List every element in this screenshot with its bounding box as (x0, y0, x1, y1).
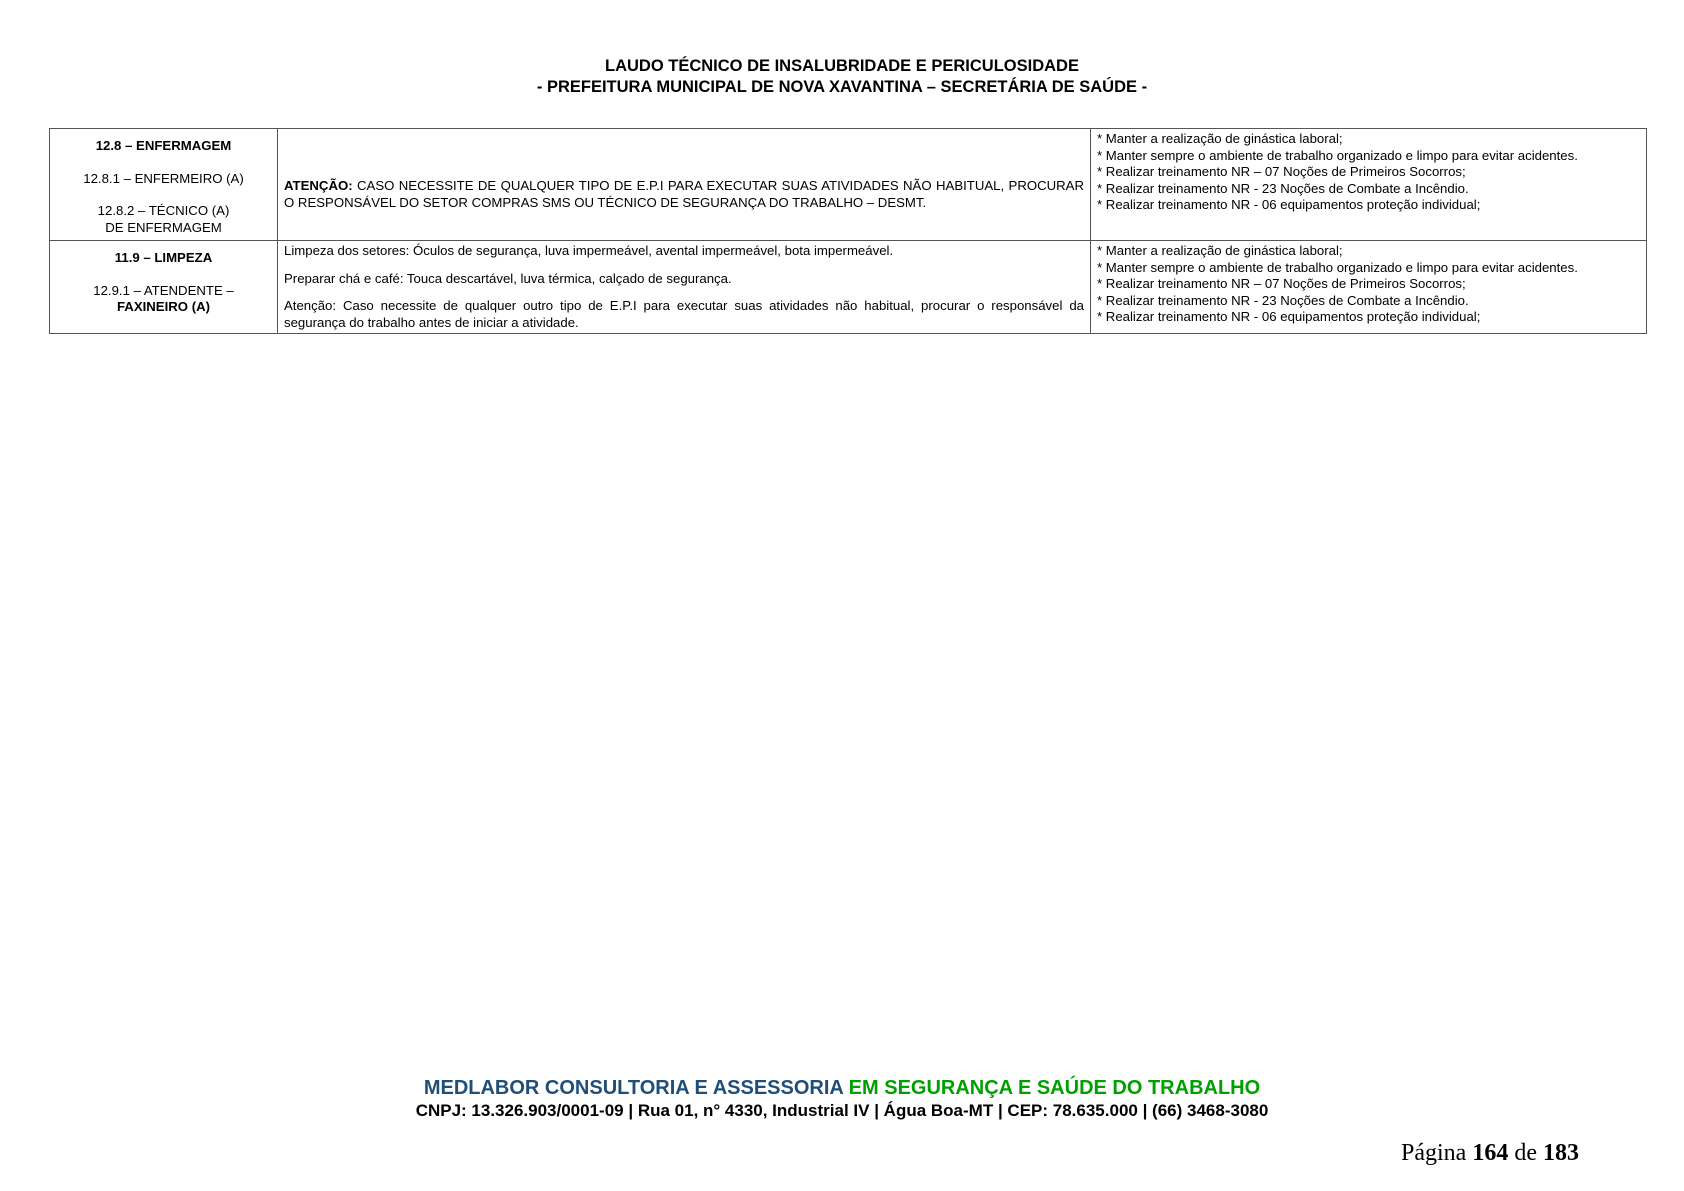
recommendations-list (1097, 131, 1640, 214)
document-footer (0, 1076, 1684, 1122)
company-name-green: EM SEGURANÇA E SAÚDE DO TRABALHO (848, 1077, 1261, 1099)
epi-paragraph: Atenção: Caso necessite de qualquer outro tipo de E.P.I para executar suas atividades não habitual, procurar o responsável da segurança do trabalho antes de iniciar a atividade. (284, 298, 1084, 330)
list-item: * Realizar treinamento NR - 23 Noções de Combate a Incêndio. (1097, 180, 1469, 196)
list-item: * Manter a realização de ginástica laboral; (1097, 243, 1343, 258)
role-line: 12.8.1 – ENFERMEIRO (A) (83, 170, 244, 186)
company-name-blue: MEDLABOR CONSULTORIA E ASSESSORIA (423, 1077, 844, 1099)
role-title: 11.9 – LIMPEZA (114, 250, 213, 265)
list-item: * Realizar treinamento NR - 06 equipamentos proteção individual; (1097, 309, 1481, 324)
list-item: * Manter sempre o ambiente de trabalho organizado e limpo para evitar acidentes. (1097, 259, 1578, 275)
role-line: 12.8.2 – TÉCNICO (A) (97, 203, 230, 218)
role-cell (50, 129, 278, 241)
recommendations-list (1097, 243, 1640, 326)
epi-paragraph: Preparar chá e café: Touca descartável, luva térmica, calçado de segurança. (284, 270, 732, 286)
warning-text: CASO NECESSITE DE QUALQUER TIPO DE E.P.I PARA EXECUTAR SUAS ATIVIDADES NÃO HABITUAL, PROCURAR O RESPONSÁVEL DO SETOR COMPRAS SMS OU TÉCNICO DE SEGURANÇA DO TRABALHO – DESMT. (284, 178, 1084, 210)
company-name (0, 1076, 1684, 1100)
recommendations-cell (1091, 241, 1647, 334)
report-subtitle: - PREFEITURA MUNICIPAL DE NOVA XAVANTINA – SECRETÁRIA DE SAÚDE - (536, 78, 1148, 96)
role-title: 12.8 – ENFERMAGEM (95, 138, 232, 153)
epi-cell (278, 241, 1091, 334)
role-line: 12.9.1 – ATENDENTE – (93, 282, 234, 298)
warning-label: ATENÇÃO: (284, 178, 353, 193)
role-cell (50, 241, 278, 334)
role-line: FAXINEIRO (A) (116, 299, 211, 314)
document-header (0, 56, 1684, 98)
list-item: * Realizar treinamento NR – 07 Noções de Primeiros Socorros; (1097, 164, 1466, 179)
list-item: * Manter sempre o ambiente de trabalho organizado e limpo para evitar acidentes. (1097, 147, 1578, 163)
list-item: * Realizar treinamento NR – 07 Noções de Primeiros Socorros; (1097, 276, 1466, 291)
epi-paragraph: Limpeza dos setores: Óculos de segurança, luva impermeável, avental impermeável, bota impermeável. (284, 243, 894, 258)
table-row (50, 241, 1647, 334)
page-current: 164 (1472, 1140, 1509, 1166)
epi-cell (278, 129, 1091, 241)
role-line: DE ENFERMAGEM (105, 219, 222, 235)
recommendations-cell (1091, 129, 1647, 241)
page-of-label: de (1514, 1140, 1537, 1166)
table-row (50, 129, 1647, 241)
page-number (1401, 1140, 1579, 1167)
company-address: CNPJ: 13.326.903/0001-09 | Rua 01, n° 4330, Industrial IV | Água Boa-MT | CEP: 78.635.000 | (66) 3468-3080 (415, 1101, 1269, 1120)
epi-table (49, 128, 1647, 334)
page-label: Página (1401, 1140, 1467, 1166)
list-item: * Manter a realização de ginástica laboral; (1097, 131, 1343, 146)
report-title: LAUDO TÉCNICO DE INSALUBRIDADE E PERICULOSIDADE (605, 57, 1079, 75)
epi-warning (284, 178, 1084, 211)
list-item: * Realizar treinamento NR - 06 equipamentos proteção individual; (1097, 197, 1481, 212)
page-total: 183 (1543, 1140, 1579, 1166)
list-item: * Realizar treinamento NR - 23 Noções de Combate a Incêndio. (1097, 292, 1469, 308)
